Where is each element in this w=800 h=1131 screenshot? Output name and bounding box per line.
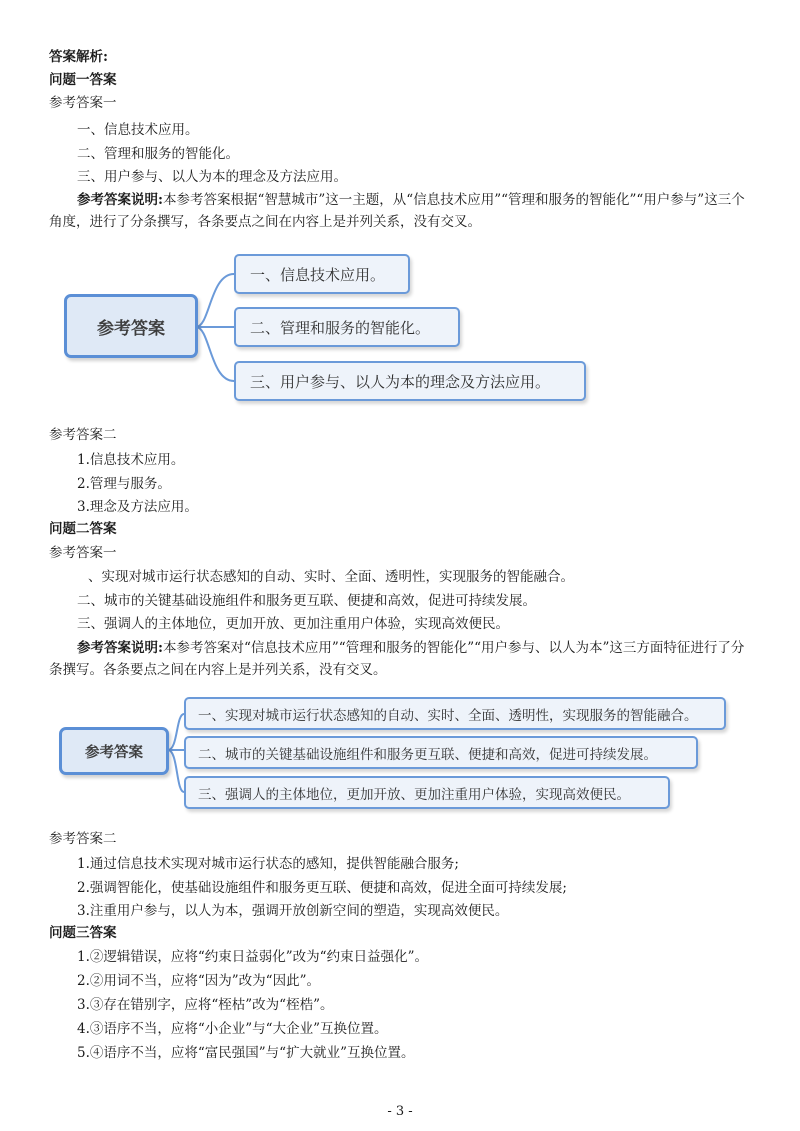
connector-line bbox=[168, 714, 184, 750]
q2-ref2-item: 2.强调智能化，使基础设施组件和服务更互联、便捷和高效，促进全面可持续发展; bbox=[77, 880, 567, 896]
q1-mindmap-branch: 二、管理和服务的智能化。 bbox=[234, 307, 460, 347]
q2-title: 问题二答案 bbox=[49, 521, 117, 537]
q2-ref2-item: 3.注重用户参与，以人为本，强调开放创新空间的塑造，实现高效便民。 bbox=[77, 903, 509, 919]
q3-item: 2.②用词不当，应将“因为”改为“因此”。 bbox=[77, 973, 320, 989]
q2-mindmap-branch: 一、实现对城市运行状态感知的自动、实时、全面、透明性，实现服务的智能融合。 bbox=[184, 697, 726, 730]
q1-ref1-item: 三、用户参与、以人为本的理念及方法应用。 bbox=[77, 169, 347, 185]
connector-line bbox=[168, 750, 184, 792]
q1-ref2-item: 1.信息技术应用。 bbox=[77, 452, 185, 468]
q1-ref2-item: 3.理念及方法应用。 bbox=[77, 499, 198, 515]
q2-ref2-item: 1.通过信息技术实现对城市运行状态的感知，提供智能融合服务; bbox=[77, 856, 459, 872]
q2-mindmap-branch: 三、强调人的主体地位，更加开放、更加注重用户体验，实现高效便民。 bbox=[184, 776, 670, 809]
q3-item: 5.④语序不当，应将“富民强国”与“扩大就业”互换位置。 bbox=[77, 1045, 415, 1061]
q1-ref2-item: 2.管理与服务。 bbox=[77, 476, 171, 492]
q2-mindmap-root: 参考答案 bbox=[59, 727, 169, 775]
q2-note-label: 参考答案说明: bbox=[77, 640, 163, 656]
q3-title: 问题三答案 bbox=[49, 925, 117, 941]
q2-ref1-item: 、实现对城市运行状态感知的自动、实时、全面、透明性，实现服务的智能融合。 bbox=[88, 569, 574, 585]
q1-ref1-label: 参考答案一 bbox=[49, 95, 117, 111]
q1-note-label: 参考答案说明: bbox=[77, 192, 163, 208]
q3-item: 3.③存在错别字，应将“桎枯”改为“桎梏”。 bbox=[77, 997, 334, 1013]
q1-mindmap-branch: 一、信息技术应用。 bbox=[234, 254, 410, 294]
q1-ref2-label: 参考答案二 bbox=[49, 427, 117, 443]
q3-item: 1.②逻辑错误，应将“约束日益弱化”改为“约束日益强化”。 bbox=[77, 949, 428, 965]
q2-ref2-label: 参考答案二 bbox=[49, 831, 117, 847]
q2-mindmap-branch: 二、城市的关键基础设施组件和服务更互联、便捷和高效，促进可持续发展。 bbox=[184, 736, 698, 769]
analysis-heading: 答案解析: bbox=[49, 49, 108, 65]
page-number: - 3 - bbox=[387, 1104, 413, 1119]
q1-note-text: 本参考答案根据“智慧城市”这一主题，从“信息技术应用”“管理和服务的智能化”“用户参与”这三个角度，进行了分条撰写，各条要点之间在内容上是并列关系，没有交叉。 bbox=[49, 192, 745, 230]
q2-ref1-item: 二、城市的关键基础设施组件和服务更互联、便捷和高效，促进可持续发展。 bbox=[77, 593, 536, 609]
q2-ref1-item: 三、强调人的主体地位，更加开放、更加注重用户体验，实现高效便民。 bbox=[77, 616, 509, 632]
q1-mindmap-root: 参考答案 bbox=[64, 294, 198, 358]
q2-ref1-label: 参考答案一 bbox=[49, 545, 117, 561]
q1-title: 问题一答案 bbox=[49, 72, 117, 88]
q3-item: 4.③语序不当，应将“小企业”与“大企业”互换位置。 bbox=[77, 1021, 388, 1037]
q1-ref1-item: 一、信息技术应用。 bbox=[77, 122, 199, 138]
q1-mindmap-branch: 三、用户参与、以人为本的理念及方法应用。 bbox=[234, 361, 586, 401]
q2-note-text: 本参考答案对“信息技术应用”“管理和服务的智能化”“用户参与、以人为本”这三方面特征进行了分条撰写。各条要点之间在内容上是并列关系，没有交叉。 bbox=[49, 640, 745, 678]
q1-ref1-item: 二、管理和服务的智能化。 bbox=[77, 146, 239, 162]
